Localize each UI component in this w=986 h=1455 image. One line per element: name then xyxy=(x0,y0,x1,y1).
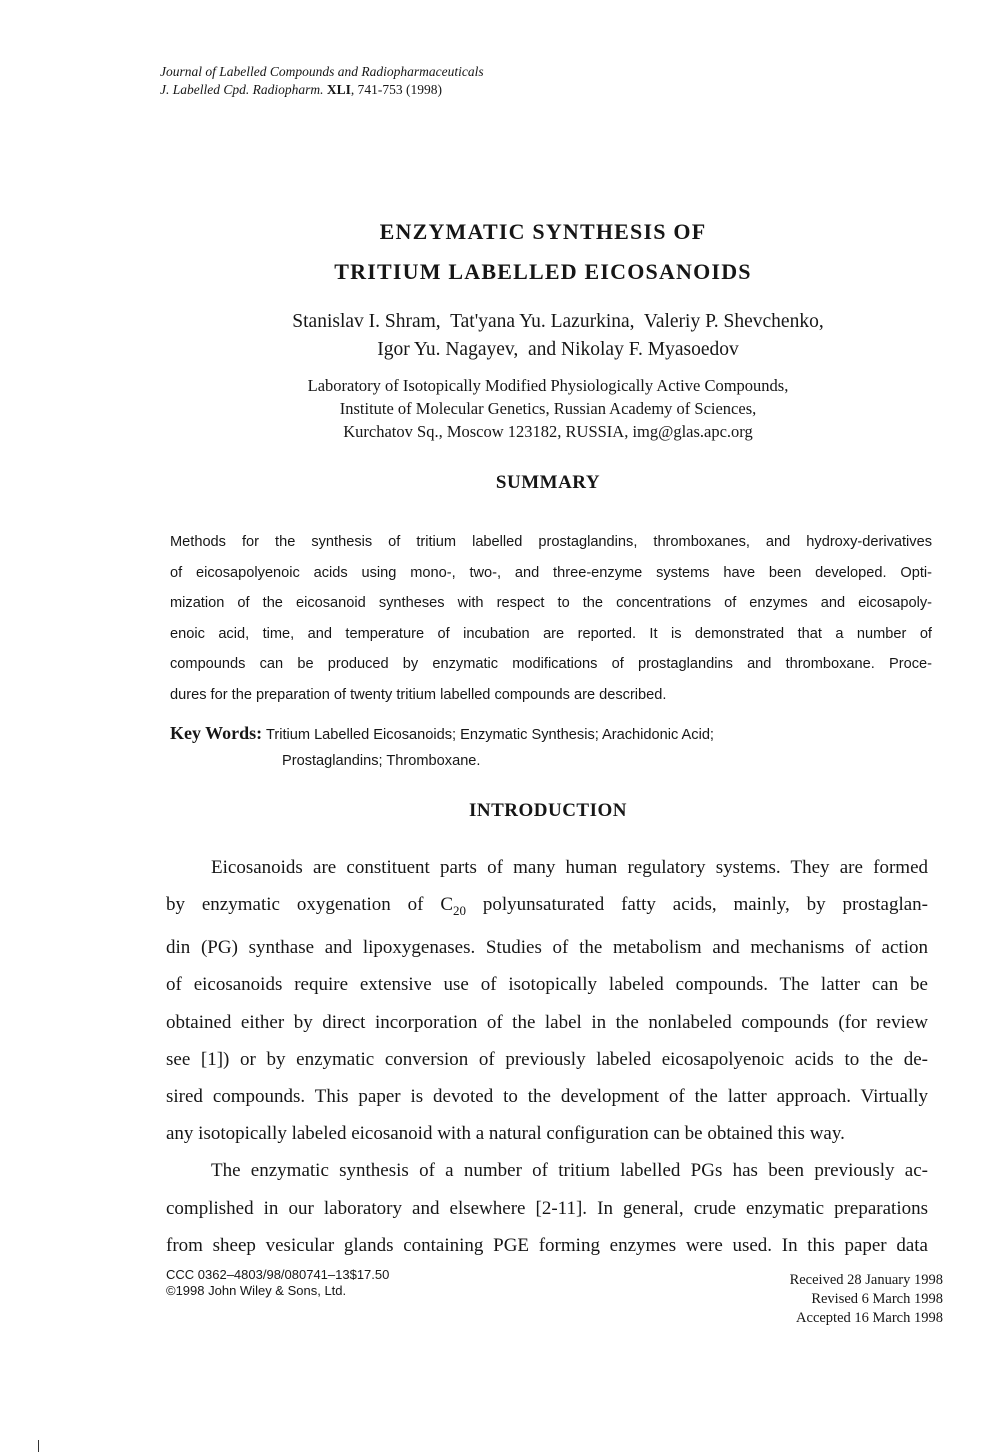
ccc-code: CCC 0362–4803/98/080741–13$17.50 xyxy=(166,1267,390,1282)
title-line-1: ENZYMATIC SYNTHESIS OF xyxy=(379,219,707,244)
intro-line: complished in our laboratory and elsewhere [2-11]. In general, crude enzymatic preparations xyxy=(166,1197,928,1219)
accepted-date: Accepted 16 March 1998 xyxy=(796,1310,943,1326)
journal-pages-year: , 741-753 (1998) xyxy=(350,82,443,97)
copyright: ©1998 John Wiley & Sons, Ltd. xyxy=(166,1283,347,1298)
journal-volume: XLI xyxy=(326,82,351,97)
journal-name: Journal of Labelled Compounds and Radiopharmaceuticals xyxy=(160,64,484,79)
author-list xyxy=(0,308,986,364)
summary-line: of eicosapolyenoic acids using mono-, two-, and three-enzyme systems have been developed. Opti- xyxy=(170,564,932,581)
intro-line-c20 xyxy=(166,886,928,929)
summary-heading-text: SUMMARY xyxy=(495,472,601,493)
intro-line: any isotopically labeled eicosanoid with a natural configuration can be obtained this way. xyxy=(166,1123,845,1145)
introduction-text xyxy=(166,849,928,1264)
summary-heading xyxy=(0,472,986,494)
journal-abbrev: J. Labelled Cpd. Radiopharm. xyxy=(160,82,324,97)
summary-line: mization of the eicosanoid syntheses with respect to the concentrations of enzymes and eicosapoly- xyxy=(170,595,932,612)
paper-title xyxy=(0,212,986,292)
footer-publisher-info xyxy=(166,1267,389,1299)
summary-line: enoic acid, time, and temperature of incubation are reported. It is demonstrated that a number of xyxy=(170,625,932,642)
summary-line: dures for the preparation of twenty tritium labelled compounds are described. xyxy=(170,686,667,703)
revised-date: Revised 6 March 1998 xyxy=(811,1291,943,1307)
introduction-heading xyxy=(0,800,986,822)
keywords-line-2: Prostaglandins; Thromboxane. xyxy=(282,753,481,769)
intro-line: The enzymatic synthesis of a number of tritium labelled PGs has been previously ac- xyxy=(211,1160,928,1182)
c20-subscript: 20 xyxy=(453,903,466,918)
authors-line-2: Igor Yu. Nagayev, and Nikolay F. Myasoedov xyxy=(377,339,739,360)
title-line-2: TRITIUM LABELLED EICOSANOIDS xyxy=(334,259,752,284)
scan-margin-mark xyxy=(38,1440,39,1452)
affiliation xyxy=(0,374,986,443)
intro-line: Eicosanoids are constituent parts of many human regulatory systems. They are formed xyxy=(211,857,928,878)
journal-citation xyxy=(160,81,484,99)
intro-line: see [1]) or by enzymatic conversion of previously labeled eicosapolyenoic acids to the de- xyxy=(166,1048,928,1070)
intro-line: of eicosanoids require extensive use of isotopically labeled compounds. The latter can be xyxy=(166,974,928,996)
summary-text xyxy=(170,527,932,711)
introduction-heading-text: INTRODUCTION xyxy=(468,800,628,821)
affiliation-line-3: Kurchatov Sq., Moscow 123182, RUSSIA, img@glas.apc.org xyxy=(343,422,753,441)
affiliation-line-2: Institute of Molecular Genetics, Russian Academy of Sciences, xyxy=(339,399,757,418)
keywords-label: Key Words: xyxy=(170,723,263,743)
keywords xyxy=(170,720,714,774)
summary-line: compounds can be produced by enzymatic modifications of prostaglandins and thromboxane. Proce- xyxy=(170,656,932,673)
intro-line: din (PG) synthase and lipoxygenases. Studies of the metabolism and mechanisms of action xyxy=(166,937,928,959)
c20-suffix: polyunsaturated fatty acids, mainly, by prostaglan- xyxy=(466,894,928,916)
summary-line: Methods for the synthesis of tritium labelled prostaglandins, thromboxanes, and hydroxy-derivatives xyxy=(170,534,932,550)
received-date: Received 28 January 1998 xyxy=(789,1272,943,1288)
footer-dates xyxy=(790,1271,943,1328)
authors-line-1: Stanislav I. Shram, Tat'yana Yu. Lazurkina, Valeriy P. Shevchenko, xyxy=(292,311,824,332)
keywords-line-1: Tritium Labelled Eicosanoids; Enzymatic Synthesis; Arachidonic Acid; xyxy=(265,727,714,743)
intro-line: obtained either by direct incorporation of the label in the nonlabeled compounds (for review xyxy=(166,1011,928,1033)
journal-header xyxy=(160,63,484,99)
intro-line: from sheep vesicular glands containing PGE forming enzymes were used. In this paper data xyxy=(166,1234,928,1256)
c20-prefix: by enzymatic oxygenation of C xyxy=(166,894,453,916)
affiliation-line-1: Laboratory of Isotopically Modified Physiologically Active Compounds, xyxy=(307,376,789,395)
intro-line: sired compounds. This paper is devoted to the development of the latter approach. Virtually xyxy=(166,1086,928,1108)
